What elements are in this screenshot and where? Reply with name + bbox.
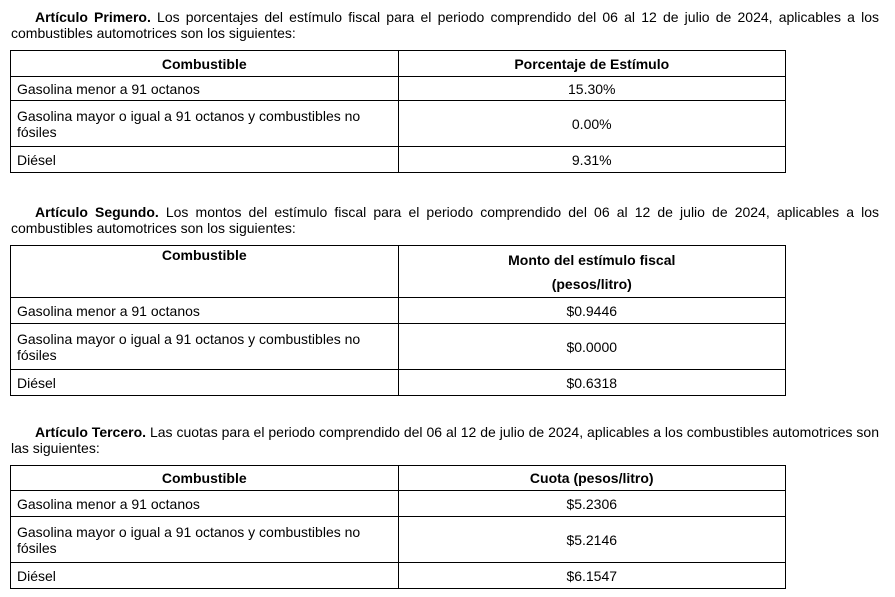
article-1-heading: Artículo Primero. — [35, 9, 151, 25]
column-header-amount — [398, 246, 786, 298]
fuel-cell: Diésel — [11, 147, 399, 173]
value-cell: $0.6318 — [398, 370, 786, 396]
fuel-cell: Gasolina menor a 91 octanos — [11, 491, 399, 517]
table-row — [11, 517, 786, 563]
fuel-cell: Gasolina menor a 91 octanos — [11, 298, 399, 324]
article-2-table — [10, 245, 786, 396]
value-cell: $5.2146 — [398, 517, 786, 563]
article-2-text: Los montos del estímulo fiscal para el periodo comprendido del 06 al 12 de julio de 2024, aplicables a los combustibles automotrices son los siguientes: — [11, 204, 879, 236]
article-3-text: Las cuotas para el periodo comprendido del 06 al 12 de julio de 2024, aplicables a los combustibles automotrices son las siguientes: — [11, 424, 879, 456]
table-row — [11, 147, 786, 173]
column-header-percentage: Porcentaje de Estímulo — [398, 51, 786, 77]
article-3-paragraph — [11, 424, 879, 456]
column-header-fuel: Combustible — [11, 51, 399, 77]
table-header-row — [11, 466, 786, 491]
value-cell: $0.9446 — [398, 298, 786, 324]
table-row — [11, 370, 786, 396]
fuel-cell: Gasolina menor a 91 octanos — [11, 77, 399, 101]
value-cell: 9.31% — [398, 147, 786, 173]
table-row — [11, 101, 786, 147]
article-1-table — [10, 50, 786, 173]
article-3-table — [10, 465, 786, 589]
column-header-fuel: Combustible — [11, 466, 399, 491]
article-2-heading: Artículo Segundo. — [35, 204, 159, 220]
fuel-cell: Diésel — [11, 370, 399, 396]
value-cell: 0.00% — [398, 101, 786, 147]
table-row — [11, 563, 786, 589]
table-row — [11, 77, 786, 101]
value-cell: $5.2306 — [398, 491, 786, 517]
table-row — [11, 298, 786, 324]
column-header-quota: Cuota (pesos/litro) — [398, 466, 786, 491]
column-header-fuel: Combustible — [11, 246, 399, 298]
table-row — [11, 491, 786, 517]
column-header-amount-line2: (pesos/litro) — [551, 275, 632, 292]
article-1-text: Los porcentajes del estímulo fiscal para el periodo comprendido del 06 al 12 de julio de 2024, aplicables a los combustibles automotrices son los siguientes: — [11, 9, 879, 41]
fuel-cell: Gasolina mayor o igual a 91 octanos y combustibles no fósiles — [11, 517, 399, 563]
article-3-heading: Artículo Tercero. — [35, 424, 147, 440]
fuel-cell: Diésel — [11, 563, 399, 589]
table-row — [11, 324, 786, 370]
column-header-amount-line1: Monto del estímulo fiscal — [508, 251, 676, 268]
fuel-cell: Gasolina mayor o igual a 91 octanos y combustibles no fósiles — [11, 101, 399, 147]
table-header-row — [11, 246, 786, 298]
table-header-row — [11, 51, 786, 77]
value-cell: $0.0000 — [398, 324, 786, 370]
article-2-paragraph — [11, 204, 879, 236]
value-cell: 15.30% — [398, 77, 786, 101]
fuel-cell: Gasolina mayor o igual a 91 octanos y combustibles no fósiles — [11, 324, 399, 370]
value-cell: $6.1547 — [398, 563, 786, 589]
article-1-paragraph — [11, 9, 879, 41]
